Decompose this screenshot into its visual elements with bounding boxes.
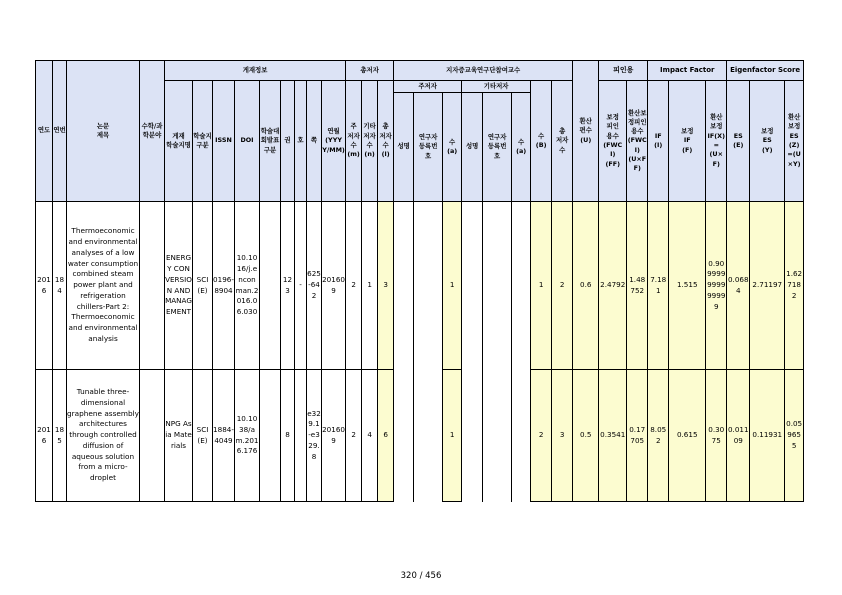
cell-total-author: 3 [378, 202, 394, 370]
header-main-reg-no: 연구자 등록번 호 [414, 93, 443, 202]
header-paper-title: 논문 제목 [67, 61, 140, 202]
cell-es: 0.01109 [727, 370, 750, 502]
header-journal-class: 학술지구분 [193, 81, 213, 202]
cell-main-name [394, 370, 414, 502]
cell-es-conv: 0.059655 [785, 370, 804, 502]
cell-fwci-conv: 0.17705 [627, 370, 648, 502]
cell-total-count: 2 [552, 202, 573, 370]
header-impact-factor: Impact Factor [648, 61, 727, 81]
cell-title: Tunable three-dimensional graphene assembly architectures through controlled diffusion of aqueous solution from a micro-droplet [67, 370, 140, 502]
cell-main-reg-no [414, 370, 443, 502]
header-other-count: 수 (a) [512, 93, 531, 202]
cell-conv: 0.6 [573, 202, 599, 370]
cell-volume: 123 [281, 202, 295, 370]
cell-if-conv: 0.3075 [706, 370, 727, 502]
cell-fwci: 0.3541 [599, 370, 627, 502]
cell-year: 2016 [36, 370, 53, 502]
header-issue: 호 [295, 81, 307, 202]
cell-other-name [462, 202, 483, 370]
cell-field [140, 202, 165, 370]
header-other-author: 기타 저자 수 (n) [362, 81, 378, 202]
header-venue-level: 학술대회발표구분 [260, 81, 281, 202]
cell-other-reg-no [483, 202, 512, 370]
header-citation: 피인용 [599, 61, 648, 81]
header-page: 쪽 [307, 81, 322, 202]
cell-year: 2016 [36, 202, 53, 370]
cell-conv: 0.5 [573, 370, 599, 502]
header-if-conv: 환산 보정 IF(X) = (U×F) [706, 81, 727, 202]
cell-es-adj: 0.11931 [750, 370, 785, 502]
header-count-a: 수 (a) [443, 93, 462, 202]
header-eigenfactor: Eigenfactor Score [727, 61, 804, 81]
cell-venue-level [260, 202, 281, 370]
header-journal-name: 게재 학술지명 [165, 81, 193, 202]
cell-journal: NPG Asia Materials [165, 370, 193, 502]
cell-month: 201609 [322, 202, 346, 370]
cell-main-reg-no [414, 202, 443, 370]
page-number: 320 / 456 [400, 571, 442, 581]
research-paper-table [35, 60, 804, 502]
header-participating-faculty: 지자증교육연구단참여교수 [394, 61, 573, 81]
cell-if-conv: 0.909999999999999 [706, 202, 727, 370]
cell-journal: ENERGY CONVERSION AND MANAGEMENT [165, 202, 193, 370]
cell-other-name [462, 370, 483, 502]
header-year: 연도 [36, 61, 53, 202]
cell-page: 625-642 [307, 202, 322, 370]
cell-journal-class: SCI(E) [193, 202, 213, 370]
cell-total-count: 3 [552, 370, 573, 502]
cell-doi: 10.1016/j.enconman.2016.06.030 [235, 202, 260, 370]
cell-other-author: 4 [362, 370, 378, 502]
cell-fwci: 2.4792 [599, 202, 627, 370]
cell-total-author: 6 [378, 370, 394, 502]
cell-volume: 8 [281, 370, 295, 502]
header-total-author: 총 저자 수 (l) [378, 81, 394, 202]
cell-es-adj: 2.71197 [750, 202, 785, 370]
cell-issn: 1884-4049 [213, 370, 235, 502]
header-doi: DOI [235, 81, 260, 202]
cell-venue-level [260, 370, 281, 502]
header-pub-month: 연월 (YYYY/MM) [322, 81, 346, 202]
header-first-author: 주 저자 수 (m) [346, 81, 362, 202]
header-conv-score: 환산 편수 (U) [573, 61, 599, 202]
header-other-reg-no: 연구자 등록번 호 [483, 93, 512, 202]
cell-es-conv: 1.627182 [785, 202, 804, 370]
header-main-name: 성명 [394, 93, 414, 202]
header-es-conv: 환산 보정 ES(Z) =(U×Y) [785, 81, 804, 202]
cell-issue: - [295, 202, 307, 370]
cell-field [140, 370, 165, 502]
header-if-adj: 보정 IF (F) [669, 81, 706, 202]
header-total-count: 총 저자 수 [552, 81, 573, 202]
cell-count-b: 2 [531, 370, 552, 502]
table-row [36, 370, 804, 502]
cell-title: Thermoeconomic and environmental analyses of a low water consumption combined steam power plant and refrigeration chillers-Part 2: Thermoeconomic and environmental analysis [67, 202, 140, 370]
cell-other-count [512, 370, 531, 502]
header-other-name: 성명 [462, 93, 483, 202]
cell-if-adj: 0.615 [669, 370, 706, 502]
header-es-adj: 보정 ES (Y) [750, 81, 785, 202]
header-field: 수학/과학분야 [140, 61, 165, 202]
cell-main-name [394, 202, 414, 370]
cell-month: 201609 [322, 370, 346, 502]
header-main-author: 주저자 [394, 81, 462, 93]
cell-other-count [512, 202, 531, 370]
header-count-b: 수 (B) [531, 81, 552, 202]
cell-seq: 184 [53, 202, 67, 370]
header-fwci-adj: 보정 피인 용수 (FWC I) (FF) [599, 81, 627, 202]
cell-other-reg-no [483, 370, 512, 502]
cell-journal-class: SCI(E) [193, 370, 213, 502]
cell-issn: 0196-8904 [213, 202, 235, 370]
cell-if: 8.052 [648, 370, 669, 502]
cell-issue [295, 370, 307, 502]
cell-if: 7.181 [648, 202, 669, 370]
header-publication-info: 게재정보 [165, 61, 346, 81]
cell-count-a: 1 [443, 370, 462, 502]
cell-page: e329.1-e329.8 [307, 370, 322, 502]
header-seq: 연번 [53, 61, 67, 202]
cell-count-b: 1 [531, 202, 552, 370]
header-authors: 총저자 [346, 61, 394, 81]
header-es: ES (E) [727, 81, 750, 202]
cell-doi: 10.1038/am.2016.176 [235, 370, 260, 502]
header-other-authors: 기타저자 [462, 81, 531, 93]
header-fwci-conv: 환산보 정피인 용수 (FWCI) (U×FF) [627, 81, 648, 202]
cell-first-author: 2 [346, 202, 362, 370]
header-volume: 권 [281, 81, 295, 202]
cell-es: 0.0684 [727, 202, 750, 370]
header-issn: ISSN [213, 81, 235, 202]
header-if: IF (I) [648, 81, 669, 202]
table-row [36, 202, 804, 370]
cell-seq: 185 [53, 370, 67, 502]
cell-if-adj: 1.515 [669, 202, 706, 370]
cell-fwci-conv: 1.48752 [627, 202, 648, 370]
cell-other-author: 1 [362, 202, 378, 370]
cell-first-author: 2 [346, 370, 362, 502]
cell-count-a: 1 [443, 202, 462, 370]
